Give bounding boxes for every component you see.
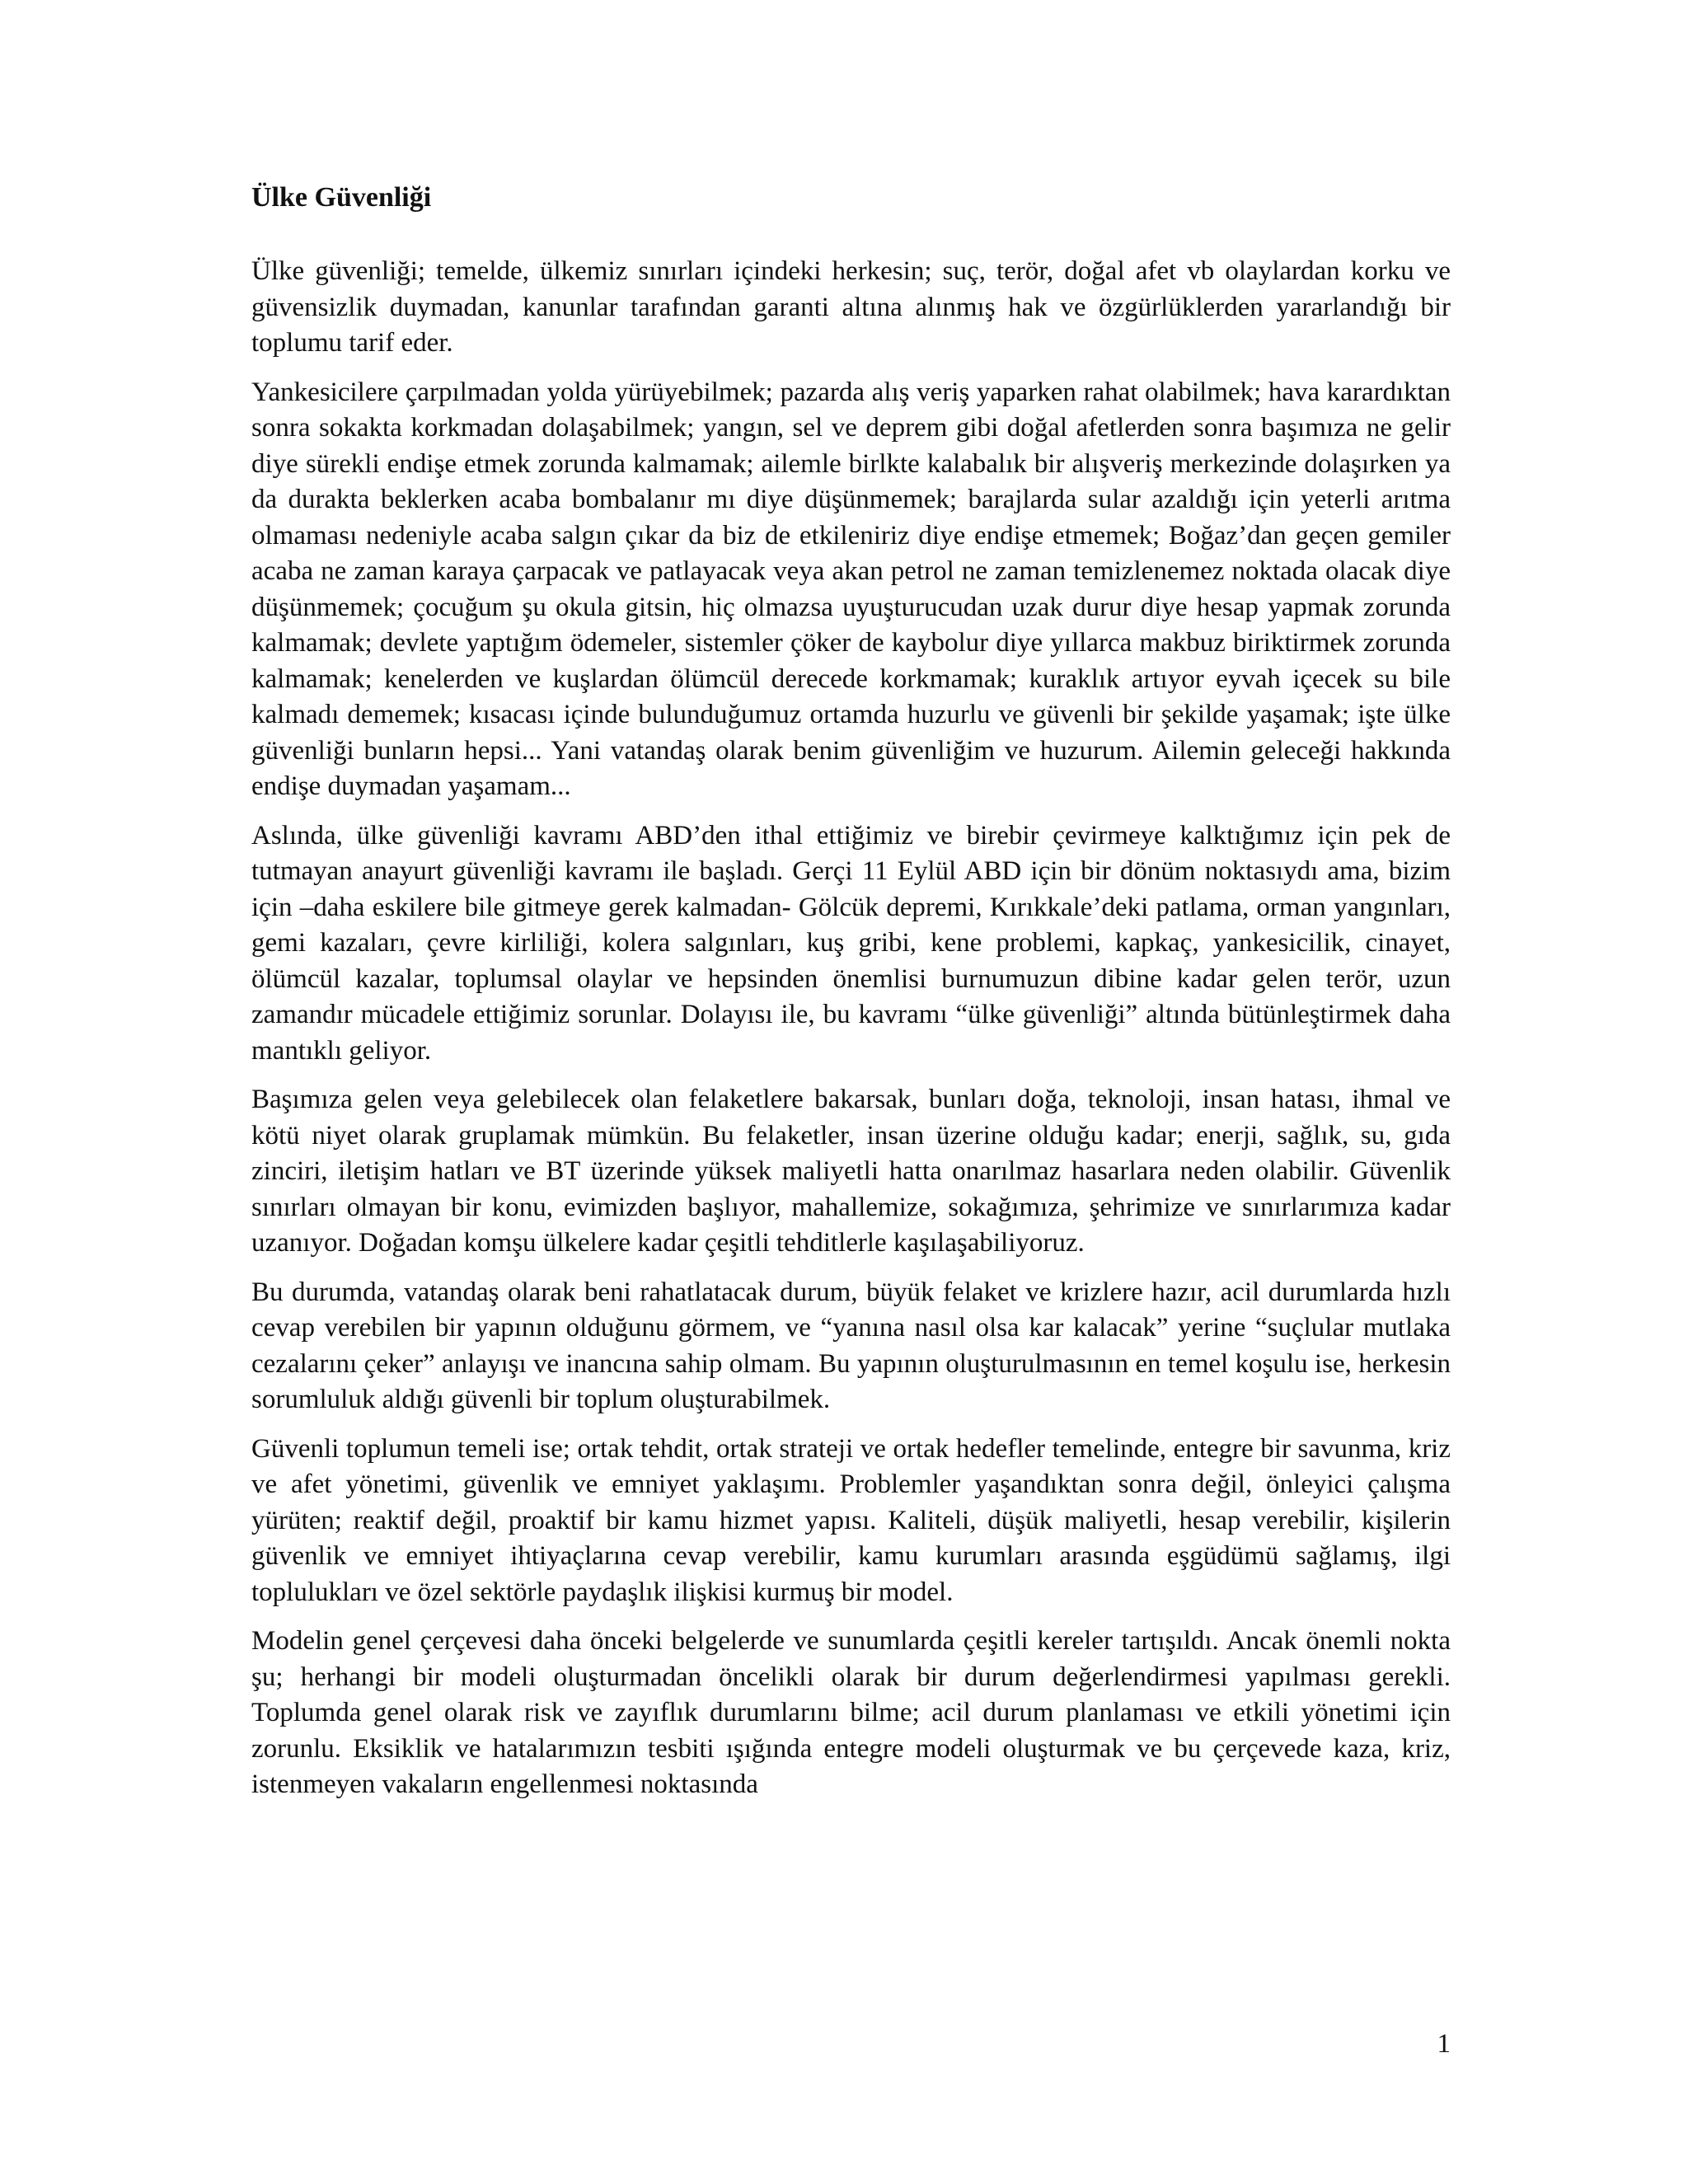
paragraph-3: Aslında, ülke güvenliği kavramı ABD’den ithal ettiğimiz ve birebir çevirmeye kalktığımız için pek de tutmayan anayurt güvenliği kavramı ile başladı. Gerçi 11 Eylül ABD için bir dönüm noktasıydı ama, bizim için –daha eskilere bile gitmeye gerek kalmadan- Gölcük depremi, Kırıkkale’deki patlama, orman yangınları, gemi kazaları, çevre kirliliği, kolera salgınları, kuş gribi, kene problemi, kapkaç, yankesicilik, cinayet, ölümcül kazalar, toplumsal olaylar ve hepsinden önemlisi burnumuzun dibine kadar gelen terör, uzun zamandır mücadele ettiğimiz sorunlar. Dolayısı ile, bu kavramı “ülke güvenliği” altında bütünleştirmek daha mantıklı geliyor.	[251, 820, 1451, 1066]
paragraph-7: Modelin genel çerçevesi daha önceki belgelerde ve sunumlarda çeşitli kereler tartışıldı. Ancak önemli nokta şu; herhangi bir modeli oluşturmadan öncelikli olarak bir durum değerlendirmesi yapılması gerekli. Toplumda genel olarak risk ve zayıflık durumlarını bilme; acil durum planlaması ve etkili yönetimi için zorunlu. Eksiklik ve hatalarımızın tesbiti ışığında entegre modeli oluşturmak ve bu çerçevede kaza, kriz, istenmeyen vakaların engellenmesi noktasında	[251, 1626, 1451, 1799]
paragraph-4: Başımıza gelen veya gelebilecek olan felaketlere bakarsak, bunları doğa, teknoloji, insan hatası, ihmal ve kötü niyet olarak gruplamak mümkün. Bu felaketler, insan üzerine olduğu kadar; enerji, sağlık, su, gıda zinciri, iletişim hatları ve BT üzerinde yüksek maliyetli hatta onarılmaz hasarlara neden olabilir. Güvenlik sınırları olmayan bir konu, evimizden başlıyor, mahallemize, sokağımıza, şehrimize ve sınırlarımıza kadar uzanıyor. Doğadan komşu ülkelere kadar çeşitli tehditlerle kaşılaşabiliyoruz.	[251, 1085, 1451, 1258]
paragraph-2: Yankesicilere çarpılmadan yolda yürüyebilmek; pazarda alış veriş yaparken rahat olabilmek; hava karardıktan sonra sokakta korkmadan dolaşabilmek; yangın, sel ve deprem gibi doğal afetlerden sonra başımıza ne gelir diye sürekli endişe etmek zorunda kalmamak; ailemle birlkte kalabalık bir alışveriş merkezinde dolaşırken ya da durakta beklerken acaba bombalanır mı diye düşünmemek; barajlarda sular azaldığı için yeterli arıtma olmaması nedeniyle acaba salgın çıkar da biz de etkileniriz diye endişe etmemek; Boğaz’dan geçen gemiler acaba ne zaman karaya çarpacak ve patlayacak veya akan petrol ne zaman temizlenemez noktada olacak diye düşünmemek; çocuğum şu okula gitsin, hiç olmazsa uyuşturucudan uzak durur diye hesap yapmak zorunda kalmamak; devlete yaptığım ödemeler, sistemler çöker de kaybolur diye yıllarca makbuz biriktirmek zorunda kalmamak; kenelerden ve kuşlardan ölümcül derecede korkmamak; kuraklık artıyor eyvah içecek su bile kalmadı dememek; kısacası içinde bulunduğumuz ortamda huzurlu ve güvenli bir şekilde yaşamak; işte ülke güvenliği bunların hepsi... Yani vatandaş olarak benim güvenliğim ve huzurum. Ailemin geleceği hakkında endişe duymadan yaşamam...	[251, 377, 1451, 801]
paragraph-1: Ülke güvenliği; temelde, ülkemiz sınırları içindeki herkesin; suç, terör, doğal afet vb olaylardan korku ve güvensizlik duymadan, kanunlar tarafından garanti altına alınmış hak ve özgürlüklerden yararlandığı bir toplumu tarif eder.	[251, 256, 1451, 358]
document-title: Ülke Güvenliği	[251, 182, 432, 213]
paragraph-5: Bu durumda, vatandaş olarak beni rahatlatacak durum, büyük felaket ve krizlere hazır, acil durumlarda hızlı cevap verebilen bir yapının olduğunu görmem, ve “yanına nasıl olsa kar kalacak” yerine “suçlular mutlaka cezalarını çeker” anlayışı ve inancına sahip olmam. Bu yapının oluşturulmasının en temel koşulu ise, herkesin sorumluluk aldığı güvenli bir toplum oluşturabilmek.	[251, 1277, 1451, 1414]
document-body	[251, 180, 1451, 1816]
paragraph-6: Güvenli toplumun temeli ise; ortak tehdit, ortak strateji ve ortak hedefler temelinde, entegre bir savunma, kriz ve afet yönetimi, güvenlik ve emniyet yaklaşımı. Problemler yaşandıktan sonra değil, önleyici çalışma yürüten; reaktif değil, proaktif bir kamu hizmet yapısı. Kaliteli, düşük maliyetli, hesap verebilir, kişilerin güvenlik ve emniyet ihtiyaçlarına cevap verebilir, kamu kurumları arasında eşgüdümü sağlamış, ilgi toplulukları ve özel sektörle paydaşlık ilişkisi kurmuş bir model.	[251, 1433, 1451, 1607]
page-number: 1	[1437, 2029, 1451, 2059]
